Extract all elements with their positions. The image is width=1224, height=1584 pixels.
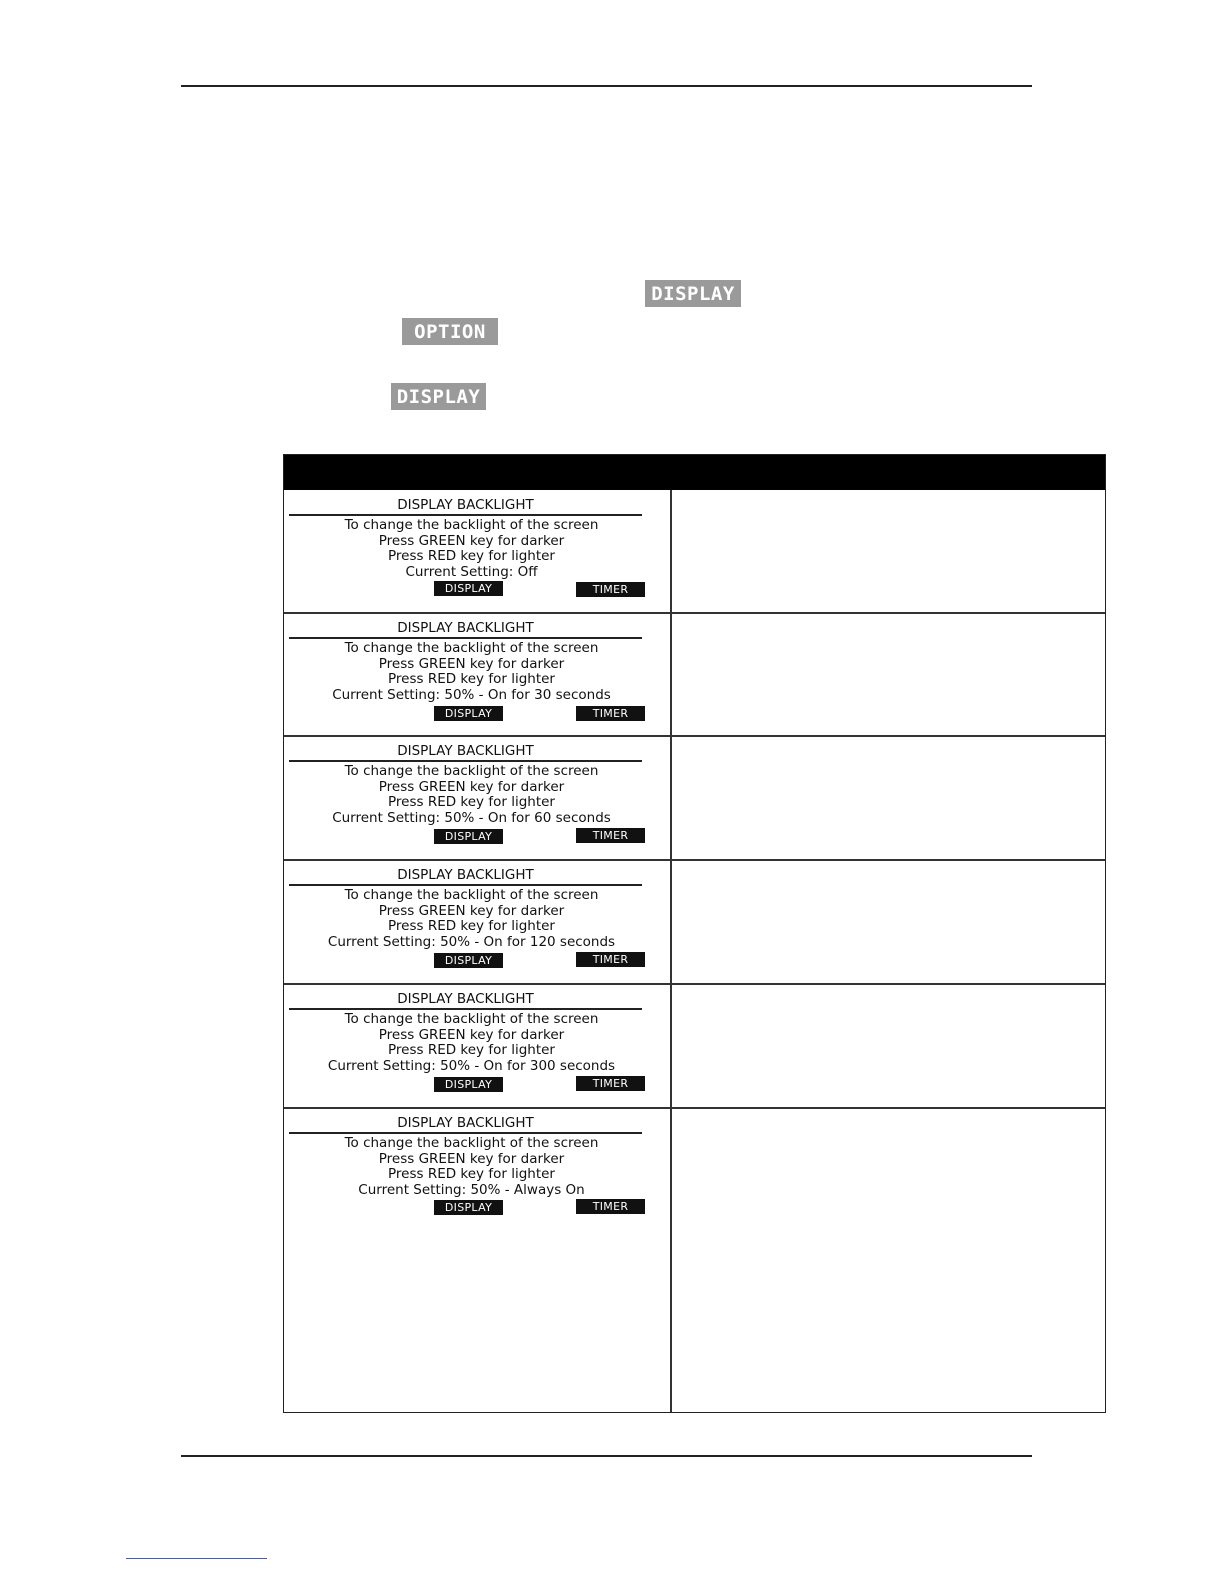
screen-line: To change the backlight of the screen [344,1011,599,1027]
current-setting: Current Setting: Off [405,564,538,581]
display-softkey-2: DISPLAY [391,383,486,410]
table-row [284,1108,1105,1412]
screen-text [289,1012,654,1075]
option-softkey: OPTION [402,318,498,345]
lcd-screen-60s [284,736,670,859]
title-underline [289,1132,642,1134]
lcd-display-key: DISPLAY [434,1200,503,1215]
lcd-screen-120s [284,860,670,983]
backlight-settings-table [283,454,1106,1413]
current-setting: Current Setting: 50% - Always On [358,1182,585,1199]
screen-title: DISPLAY BACKLIGHT [397,497,534,513]
title-underline [289,884,642,886]
lcd-screen-30s [284,613,670,736]
lcd-screen-off [284,490,670,613]
table-row [284,736,1105,859]
title-underline [289,514,642,516]
table-row [284,490,1105,612]
current-setting: Current Setting: 50% - On for 120 seconds [327,934,616,951]
lcd-timer-key: TIMER [576,828,645,843]
screen-line: Press GREEN key for darker [378,1150,565,1167]
current-setting: Current Setting: 50% - On for 30 seconds [332,687,611,704]
footer-rule [181,1455,1032,1457]
screen-line: Press RED key for lighter [388,1042,555,1059]
lcd-timer-key: TIMER [576,1199,645,1214]
screen-title: DISPLAY BACKLIGHT [397,743,534,759]
footer-link-underline[interactable] [126,1558,267,1559]
screen-line: To change the backlight of the screen [344,887,599,903]
screen-line: Press RED key for lighter [388,1166,555,1183]
screen-line: Press GREEN key for darker [378,532,565,549]
screen-title: DISPLAY BACKLIGHT [397,991,534,1007]
screen-line: Press RED key for lighter [388,794,555,811]
title-underline [289,760,642,762]
screen-line: Press RED key for lighter [388,548,555,565]
lcd-display-key: DISPLAY [434,829,503,844]
screen-text [289,888,654,951]
screen-text [289,518,654,581]
table-header [284,455,1105,490]
screen-text [289,1136,654,1199]
screen-title: DISPLAY BACKLIGHT [397,620,534,636]
lcd-display-key: DISPLAY [434,706,503,721]
screen-title: DISPLAY BACKLIGHT [397,1115,534,1131]
screen-line: To change the backlight of the screen [344,763,599,779]
lcd-timer-key: TIMER [576,952,645,967]
screen-line: Press GREEN key for darker [378,1026,565,1043]
lcd-screen-always-on [284,1108,670,1231]
lcd-timer-key: TIMER [576,1076,645,1091]
table-row [284,860,1105,983]
screen-title: DISPLAY BACKLIGHT [397,867,534,883]
screen-line: To change the backlight of the screen [344,517,599,533]
current-setting: Current Setting: 50% - On for 300 seconds [327,1058,616,1075]
header-rule [181,85,1032,87]
screen-line: Press GREEN key for darker [378,655,565,672]
lcd-timer-key: TIMER [576,706,645,721]
screen-line: To change the backlight of the screen [344,1135,599,1151]
screen-text [289,641,654,704]
lcd-screen-300s [284,984,670,1107]
screen-line: Press GREEN key for darker [378,902,565,919]
screen-text [289,764,654,827]
title-underline [289,637,642,639]
lcd-display-key: DISPLAY [434,581,503,596]
screen-line: Press GREEN key for darker [378,778,565,795]
screen-line: To change the backlight of the screen [344,640,599,656]
lcd-timer-key: TIMER [576,582,645,597]
display-softkey: DISPLAY [645,280,741,307]
screen-line: Press RED key for lighter [388,918,555,935]
table-row [284,613,1105,735]
screen-line: Press RED key for lighter [388,671,555,688]
lcd-display-key: DISPLAY [434,953,503,968]
title-underline [289,1008,642,1010]
lcd-display-key: DISPLAY [434,1077,503,1092]
table-row [284,984,1105,1107]
current-setting: Current Setting: 50% - On for 60 seconds [332,810,611,827]
